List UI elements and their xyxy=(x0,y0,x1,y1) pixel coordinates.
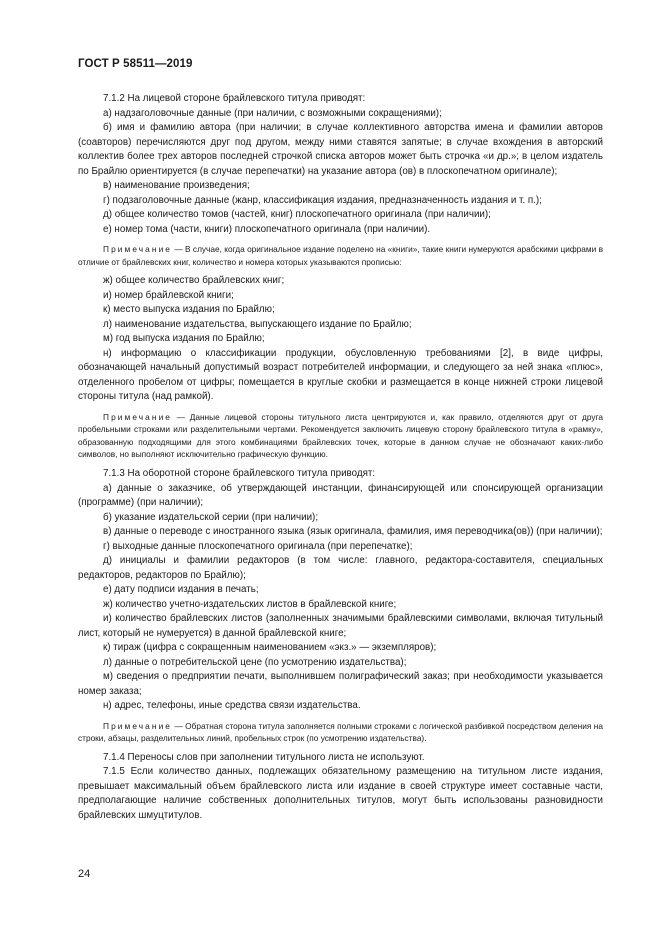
note-label: Примечание xyxy=(103,720,173,731)
list-item: б) указание издательской серии (при наличии); xyxy=(103,511,319,523)
list-item: м) сведения о предприятии печати, выполнившем полиграфический заказ; при необходимости указывается номер заказа; xyxy=(78,671,603,697)
list-item: к) место выпуска издания по Брайлю; xyxy=(103,304,275,316)
list-item: в) данные о переводе с иностранного языка (язык оригинала, фамилия, имя переводчика(ов)) (при наличии); xyxy=(103,526,603,538)
list-item: и) номер брайлевской книги; xyxy=(103,289,234,301)
list-item: е) номер тома (части, книги) плоскопечатного оригинала (при наличии). xyxy=(103,223,431,235)
note-1 xyxy=(78,243,603,268)
page-content xyxy=(78,92,603,823)
note-2 xyxy=(78,411,603,461)
list-item: б) имя и фамилию автора (при наличии; в случае коллективного авторства имена и фамилии авторов (соавторов) перечисляются друг под другом, между ними ставятся запятые; в случае вхождения в авторский коллектив более трех авторов последней строчкой списка авторов может быть строчка «и др.»; в целом издатель по Брайлю ориентируется (в случае перепечатки) на указание автора (ов) в плоскопечатном оригинале); xyxy=(78,122,603,177)
list-item: д) инициалы и фамилии редакторов (в том числе: главного, редактора-составителя, специальных редакторов, редакторов по Брайлю); xyxy=(78,555,603,581)
list-item: а) данные о заказчике, об утверждающей инстанции, финансирующей или спонсирующей организации (программе) (при наличии); xyxy=(78,482,603,509)
list-item: а) надзаголовочные данные (при наличии, с возможными сокращениями); xyxy=(103,107,442,119)
list-item: л) данные о потребительской цене (по усмотрению издательства); xyxy=(103,656,407,668)
list-item: л) наименование издательства, выпускающего издание по Брайлю; xyxy=(103,318,412,330)
document-header: ГОСТ Р 58511—2019 xyxy=(78,58,193,70)
note-3 xyxy=(78,720,603,745)
list-item: н) адрес, телефоны, иные средства связи издательства. xyxy=(103,700,361,712)
section-7-1-2-title: 7.1.2 На лицевой стороне брайлевского титула приводят: xyxy=(103,93,366,104)
note-label: Примечание xyxy=(103,411,173,422)
list-item: и) количество брайлевских листов (заполненных значимыми брайлевскими символами, включая титульный лист, который не нумеруется) в данной брайлевской книге; xyxy=(78,613,603,639)
list-item: д) общее количество томов (частей, книг) плоскопечатного оригинала (при наличии); xyxy=(103,209,491,220)
note-text: — Данные лицевой стороны титульного листа центрируются и, как правило, отделяются друг от друга пробельными строками или разделительными чертами. Рекомендуется заключить лицевую сторону брайлевского титула в «рамку», образованную подходящими для этого комбинациями брайлевских точек, которые в данном случае не обозначают каких-либо символов, но выполняют исключительно графическую функцию. xyxy=(78,411,603,460)
list-item: н) информацию о классификации продукции, обусловленную требованиями [2], в виде цифры, обозначающей начальный допустимый возраст потребителей информации, и следующего за ней знака «плюс», отделенного пробелом от цифры; помещается в круглые скобки и размещается в конце нижней строки лицевой стороны титула (над рамкой). xyxy=(78,347,603,403)
list-item: г) подзаголовочные данные (жанр, классификация издания, предназначенность издания и т. п.); xyxy=(103,194,542,206)
list-item: е) дату подписи издания в печать; xyxy=(103,584,259,596)
list-item: ж) общее количество брайлевских книг; xyxy=(103,275,285,287)
section-7-1-4: 7.1.4 Переносы слов при заполнении титульного листа не используют. xyxy=(103,751,425,763)
note-label: Примечание xyxy=(103,244,173,254)
note-text: — В случае, когда оригинальное издание поделено на «книги», такие книги нумеруются арабскими цифрами в отличие от брайлевских книг, количество и номера которых указываются прописью: xyxy=(78,244,603,267)
list-item: ж) количество учетно-издательских листов в брайлевской книге; xyxy=(103,598,397,610)
list-item: к) тираж (цифра с сокращенным наименованием «экз.» — экземпляров); xyxy=(103,642,437,654)
list-item: в) наименование произведения; xyxy=(103,180,250,191)
page-number: 24 xyxy=(78,868,91,880)
section-7-1-3-title: 7.1.3 На оборотной стороне брайлевского титула приводят: xyxy=(103,468,376,480)
section-7-1-5: 7.1.5 Если количество данных, подлежащих обязательному размещению на титульном листе издания, превышает максимальный объем брайлевского листа или издание в своей структуре имеет составные части, предполагающие наличие собственных дополнительных титулов, могут быть использованы разновидности брайлевских шмуцтитулов. xyxy=(78,766,603,821)
note-text: — Обратная сторона титула заполняется полными строками с логической разбивкой посредством деления на строки, абзацы, разделительных линий, пробельных строк (по усмотрению издательства). xyxy=(78,720,603,744)
list-item: г) выходные данные плоскопечатного оригинала (при перепечатке); xyxy=(103,540,413,552)
list-item: м) год выпуска издания по Брайлю; xyxy=(103,333,265,345)
